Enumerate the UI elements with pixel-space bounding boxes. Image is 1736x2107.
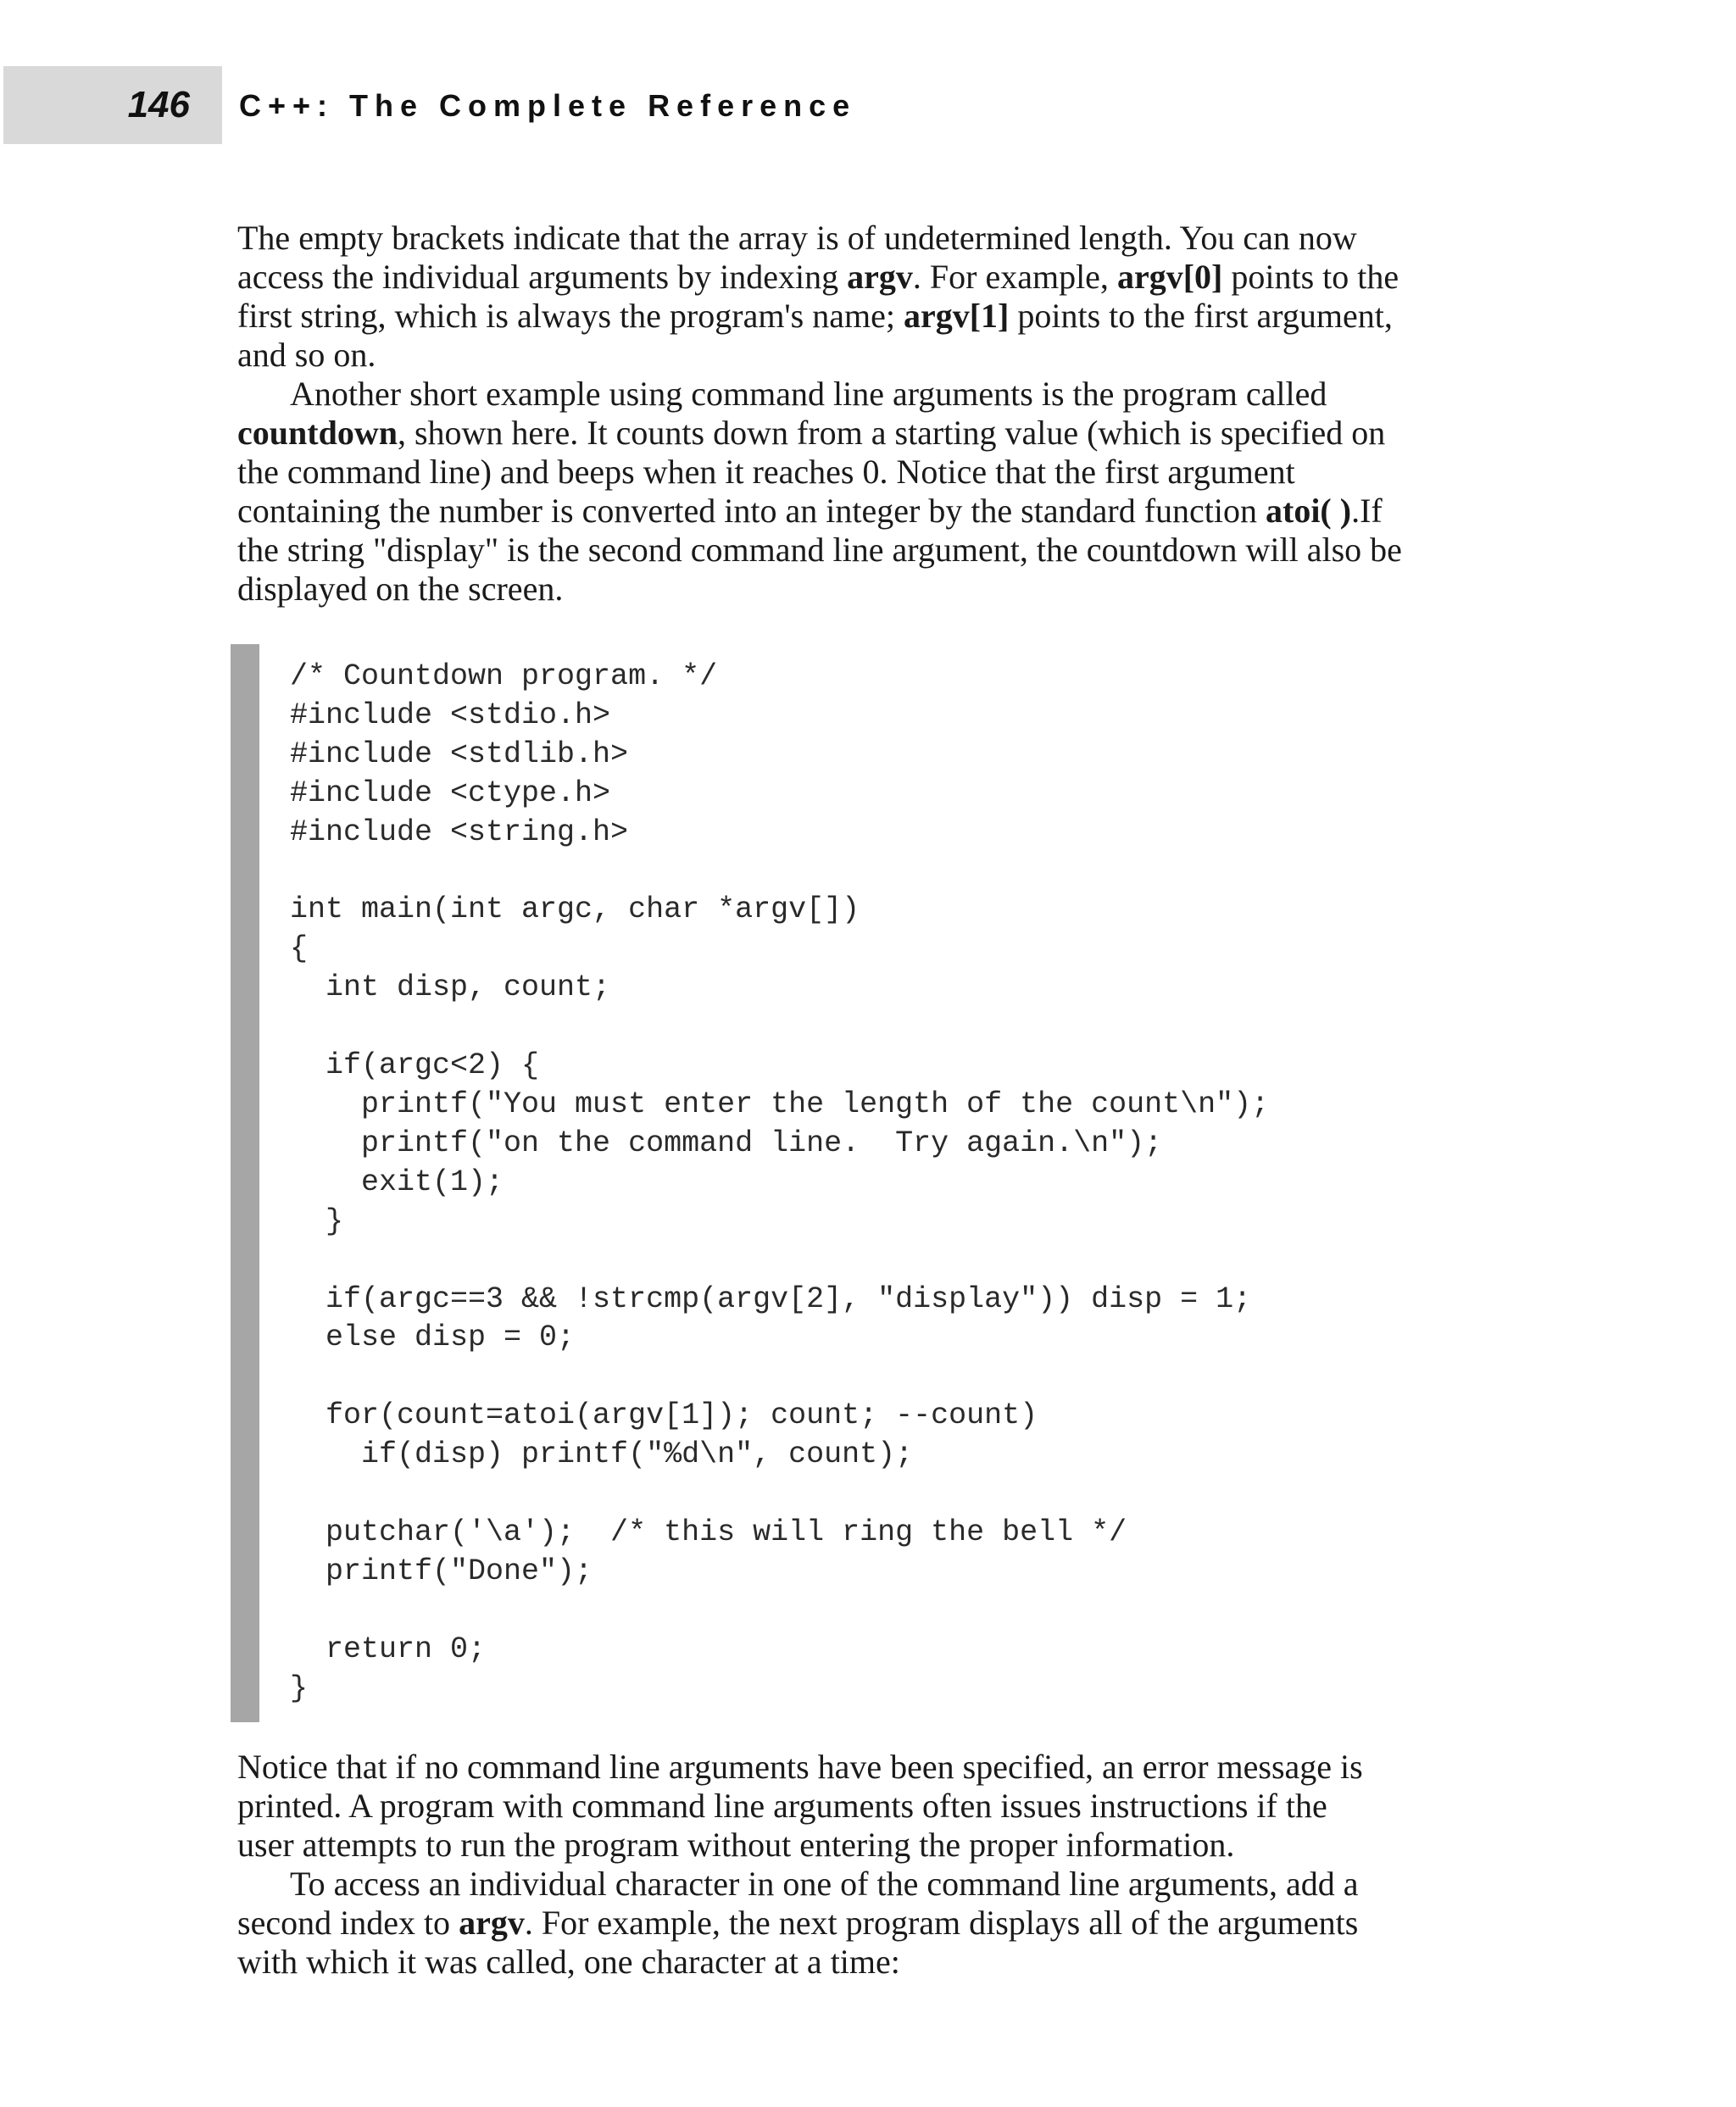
code-line: } [290, 1204, 344, 1238]
bold-term: argv [459, 1904, 525, 1942]
code-line: putchar('\a'); /* this will ring the bell */ [290, 1515, 1127, 1549]
bold-term: argv [847, 258, 913, 296]
text-line [237, 1748, 1483, 1787]
text-line [237, 570, 1483, 609]
text-line [237, 219, 1483, 258]
code-line: #include <string.h> [290, 814, 629, 849]
code-line: if(argc<2) { [290, 1048, 540, 1083]
page-number: 146 [127, 84, 190, 125]
text-line [237, 1865, 1483, 1904]
text-run: with which it was called, one character at a time: [237, 1943, 900, 1981]
text-run: . For example, the next program displays all of the arguments [524, 1904, 1359, 1942]
text-line [237, 258, 1483, 297]
text-run: user attempts to run the program without entering the proper information. [237, 1826, 1235, 1864]
bold-term: countdown [237, 414, 398, 452]
code-line: printf("on the command line. Try again.\n"); [290, 1126, 1163, 1160]
code-line: #include <ctype.h> [290, 776, 611, 810]
text-line [237, 375, 1483, 414]
code-line: #include <stdio.h> [290, 698, 611, 732]
code-line: int main(int argc, char *argv[]) [290, 892, 860, 927]
text-run: , shown here. It counts down from a starting value (which is specified on [397, 414, 1386, 452]
text-line [237, 531, 1483, 570]
body-text-bottom [237, 1748, 1483, 1982]
code-line: else disp = 0; [290, 1320, 576, 1355]
text-run: points to the first argument, [1009, 297, 1393, 335]
body-text-top [237, 219, 1483, 609]
code-line: exit(1); [290, 1165, 504, 1199]
bold-term: argv[0] [1116, 258, 1223, 296]
text-line [237, 453, 1483, 492]
text-run: and so on. [237, 336, 376, 374]
text-line [237, 1787, 1483, 1826]
code-line: if(disp) printf("%d\n", count); [290, 1437, 914, 1472]
text-run: containing the number is converted into an integer by the standard function [237, 492, 1266, 530]
code-line: return 0; [290, 1632, 487, 1666]
code-line: /* Countdown program. */ [290, 659, 718, 693]
code-listing [290, 658, 1269, 1708]
text-line [237, 297, 1483, 336]
text-run: .If [1351, 492, 1383, 530]
text-run: The empty brackets indicate that the array is of undetermined length. You can now [237, 219, 1357, 257]
text-run: displayed on the screen. [237, 570, 564, 608]
code-line: { [290, 931, 309, 966]
text-run: printed. A program with command line arguments often issues instructions if the [237, 1787, 1327, 1825]
text-run: To access an individual character in one of the command line arguments, add a [290, 1865, 1359, 1903]
text-line [237, 492, 1483, 531]
text-line [237, 414, 1483, 453]
text-run: Notice that if no command line arguments have been specified, an error message is [237, 1748, 1363, 1786]
text-run: second index to [237, 1904, 459, 1942]
code-listing-block [231, 644, 1333, 1722]
text-run: . For example, [912, 258, 1117, 296]
code-line: } [290, 1671, 309, 1705]
code-margin-bar [231, 644, 259, 1722]
text-line [237, 336, 1483, 375]
text-run: access the individual arguments by indexing [237, 258, 848, 296]
text-line [237, 1826, 1483, 1865]
bold-term: atoi( ) [1266, 492, 1352, 530]
bold-term: argv[1] [903, 297, 1010, 335]
text-run: Another short example using command line arguments is the program called [290, 375, 1327, 413]
text-run: the command line) and beeps when it reaches 0. Notice that the first argument [237, 453, 1295, 491]
text-line [237, 1904, 1483, 1943]
text-run: points to the [1222, 258, 1399, 296]
text-run: the string "display" is the second command line argument, the countdown will also be [237, 531, 1402, 569]
code-line: #include <stdlib.h> [290, 737, 629, 771]
code-line: if(argc==3 && !strcmp(argv[2], "display")) disp = 1; [290, 1281, 1252, 1316]
text-line [237, 1943, 1483, 1982]
code-line: printf("Done"); [290, 1554, 593, 1588]
text-run: first string, which is always the program's name; [237, 297, 904, 335]
code-line: for(count=atoi(argv[1]); count; --count) [290, 1398, 1038, 1433]
running-header-title: C++: The Complete Reference [239, 88, 857, 123]
code-line: printf("You must enter the length of the count\n"); [290, 1087, 1270, 1121]
code-line: int disp, count; [290, 970, 611, 1005]
page-number-tab [3, 66, 222, 144]
